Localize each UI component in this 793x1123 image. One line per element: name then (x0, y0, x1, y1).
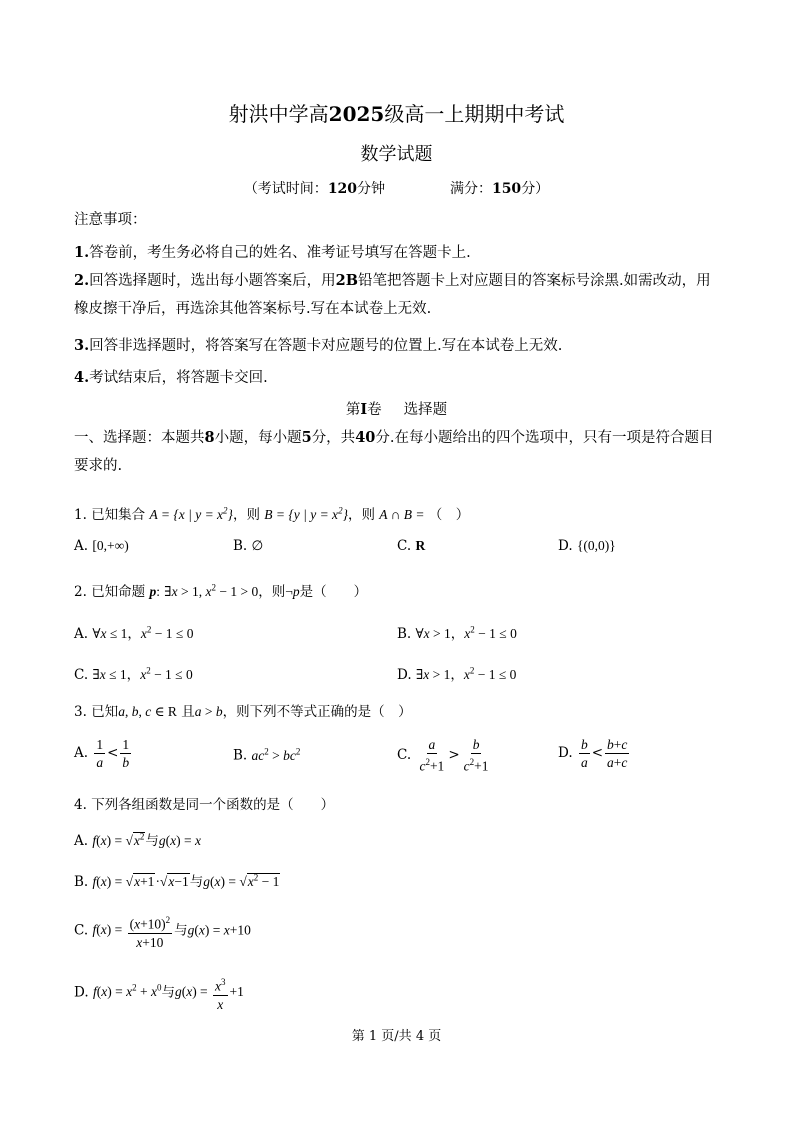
stem-text: 已知命题 (91, 584, 146, 600)
q1-option-a[interactable]: A. [0,+∞) (74, 538, 129, 554)
stem-text: 且 (181, 704, 195, 720)
subject-title: 数学试题 (360, 144, 433, 165)
notice-text: 回答选择题时，选出每小题答案后，用 (89, 273, 336, 289)
notice-text: 铅笔把答题卡上对应题目的答案标号涂黑.如需改动，用橡皮擦干净后，再选涂其他答案标号.写在本试卷上无效. (74, 273, 711, 317)
question-num: 1. (74, 507, 87, 523)
question-4-stem (74, 793, 334, 813)
intro-per: 5 (301, 429, 312, 446)
time-unit: 分钟 (357, 181, 386, 197)
question-3-stem (74, 700, 412, 720)
stem-text: 则 (271, 584, 286, 600)
section-intro (74, 424, 724, 480)
q4-option-d[interactable]: D. $f(x) = x^2 + x^0$与g(x) = $\frac{x^3}{x}$ +1 (74, 974, 244, 1013)
q4-option-c[interactable]: C. f(x) = $\frac{(x+10)^2}{x+10}$ 与g(x) = x+10 (74, 912, 251, 951)
score-unit: 分） (521, 181, 550, 197)
score-label: 满分： (449, 181, 492, 197)
section-c: 选择题 (403, 402, 448, 418)
question-2-stem: 2. 已知命题 p: ∃x > 1, $x^2 - 1 > 0$，则¬p是（ ） (74, 582, 368, 600)
negation-p: ¬p (285, 584, 300, 599)
question-num: 3. (74, 704, 87, 720)
var-list: a, b, c ∈ R (118, 704, 177, 719)
intro-b: 小题，每小题 (214, 430, 302, 446)
notice-item-4 (74, 366, 268, 387)
proposition-expr: ∃x > 1, $x^2 - 1 > 0$ (164, 582, 259, 599)
intro-c: 分，共 (311, 430, 356, 446)
q4-option-b[interactable]: B. f(x) = √x+1·√x−1与$g(x) = √x^2 - 1$ (74, 872, 280, 890)
stem-text: 已知 (91, 704, 119, 720)
intro-d: 分.在每小题给出的四个选项中，只有一项是符合题目要求的. (74, 430, 714, 474)
q3-option-a[interactable]: A. $\frac{1}{a}$ < $\frac{1}{b}$ (74, 737, 130, 770)
q4-option-a[interactable]: A. $f(x) = √x^2$与g(x) = x (74, 831, 201, 849)
stem-text: 已知集合 (91, 507, 146, 523)
set-a: A = {x | $y = x^2$} (149, 505, 233, 522)
notice-bold: 2B (335, 272, 358, 289)
q1-option-c[interactable]: C. R (397, 538, 426, 554)
stem-text: （ ） (428, 507, 470, 523)
exam-info (0, 178, 793, 198)
question-num: 4. (74, 797, 87, 813)
stem-text: ，则 (232, 507, 260, 523)
notice-item-2 (74, 267, 724, 323)
title-text-b: 级高一上期期中考试 (384, 102, 565, 126)
proposition-p: p (149, 584, 157, 599)
connector: 与 (145, 833, 159, 849)
notice-heading: 注意事项： (74, 212, 147, 228)
q1-option-d[interactable]: D. {(0,0)} (558, 538, 616, 554)
stem-text: 下列各组函数是同一个函数的是（ ） (91, 797, 335, 813)
q2-option-c[interactable]: C. ∃x ≤ 1，$x^2 - 1 \le 0$ (74, 665, 193, 683)
condition: a > b (194, 704, 223, 719)
notice-num: 3. (74, 337, 90, 354)
page-footer: 第 1 页/共 4 页 (351, 1029, 442, 1044)
section-b: 卷 (367, 402, 382, 418)
time-label: （考试时间： (243, 181, 328, 197)
exam-title (0, 98, 793, 127)
q2-option-b[interactable]: B. ∀x > 1，$x^2 - 1 \le 0$ (397, 624, 517, 642)
section-roman: I (360, 401, 368, 418)
q3-option-b[interactable]: B. $ac^2 > bc^2$ (233, 746, 301, 764)
section-heading (0, 398, 793, 419)
notice-text: 答卷前，考生务必将自己的姓名、准考证号填写在答题卡上. (89, 245, 471, 261)
connector: 与 (189, 874, 204, 890)
q3-option-d[interactable]: D. $\frac{b}{a}$ < $\frac{b+c}{a+c}$ (558, 737, 628, 770)
notice-num: 4. (74, 369, 90, 386)
connector: 与 (161, 984, 175, 1001)
notice-item-1 (74, 241, 471, 262)
question-1-stem: 1. 已知集合 A = {x | $y = x^2$}，则 B = {y | $y = x^2$}，则 A ∩ B = （ ） (74, 505, 470, 523)
notice-num: 2. (74, 272, 90, 289)
question-num: 2. (74, 584, 87, 600)
stem-text: 则 (361, 507, 375, 523)
title-text-a: 射洪中学高 (228, 102, 329, 126)
q3-option-c[interactable]: C. $\frac{a}{c^2+1}$ > $\frac{b}{c^2+1}$ (397, 737, 489, 774)
score-value: 150 (491, 181, 522, 197)
set-b: B = {y | $y = x^2$} (264, 505, 348, 522)
q2-option-a[interactable]: A. ∀x ≤ 1，$x^2 - 1 \le 0$ (74, 624, 194, 642)
intro-total: 40 (355, 429, 376, 446)
notice-item-3 (74, 334, 562, 355)
connector: 与 (174, 922, 188, 939)
q1-option-b[interactable]: B. ∅ (233, 538, 264, 554)
stem-text: 是（ ） (299, 584, 368, 600)
section-a: 第 (345, 402, 361, 418)
notice-num: 1. (74, 244, 90, 261)
notice-text: 回答非选择题时，将答案写在答题卡对应题号的位置上.写在本试卷上无效. (89, 338, 563, 354)
notice-text: 考试结束后，将答题卡交回. (89, 370, 268, 386)
stem-text: ，则下列不等式正确的是（ ） (222, 704, 412, 720)
title-year: 2025 (328, 102, 385, 126)
intersection: A ∩ B = (379, 507, 425, 522)
time-value: 120 (327, 181, 358, 197)
q2-option-d[interactable]: D. ∃x > 1，$x^2 - 1 \le 0$ (397, 665, 517, 683)
intro-a: 一、选择题：本题共 (74, 430, 205, 446)
intro-count: 8 (204, 429, 215, 446)
